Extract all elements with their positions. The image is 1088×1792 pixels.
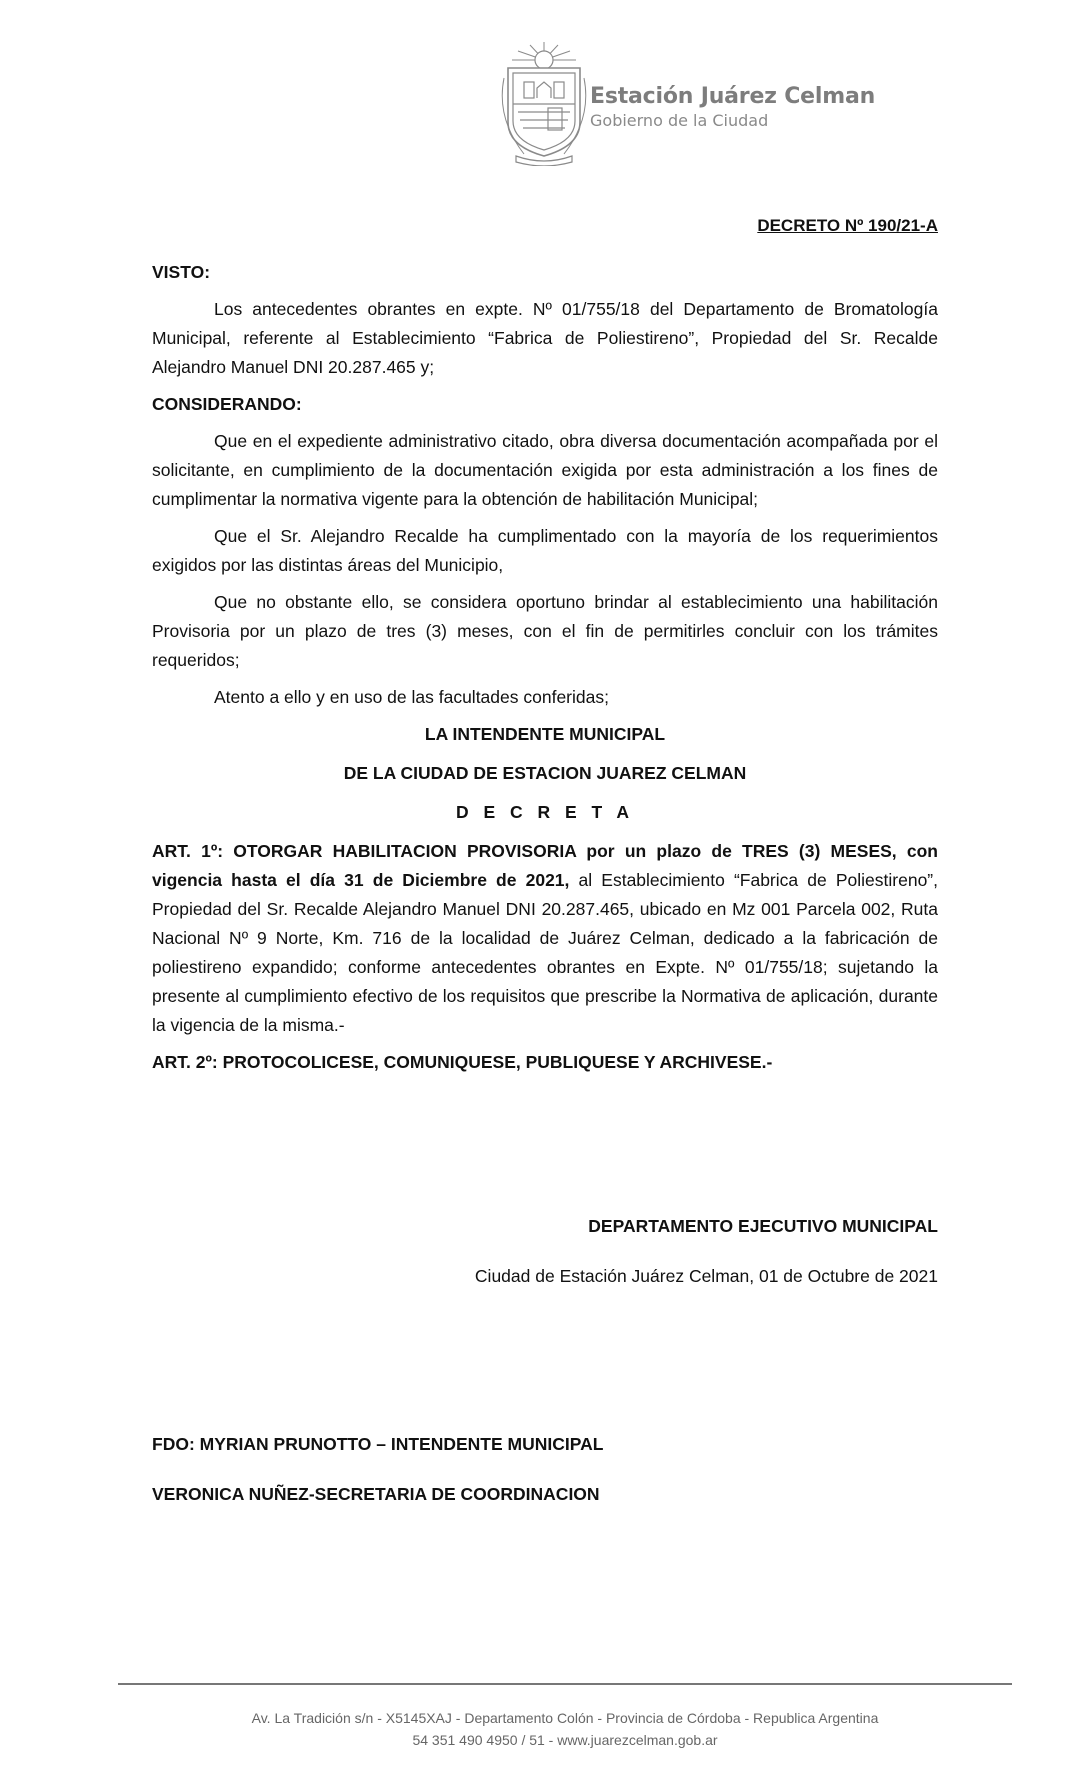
visto-paragraph: Los antecedentes obrantes en expte. Nº 01/755/18 del Departamento de Bromatología Municipal, referente al Establecimiento “Fabrica de Poliestireno”, Propiedad del Sr. Recalde Alejandro Manuel DNI 20.287.465 y; bbox=[152, 299, 938, 377]
authority-line-1: LA INTENDENTE MUNICIPAL bbox=[424, 724, 666, 744]
considerando-paragraph-2: Que el Sr. Alejandro Recalde ha cumplimentado con la mayoría de los requerimientos exigidos por las distintas áreas del Municipio, bbox=[152, 526, 938, 575]
municipality-subtitle: Gobierno de la Ciudad bbox=[590, 111, 769, 130]
municipality-brand bbox=[590, 84, 875, 130]
municipal-seal-icon bbox=[490, 38, 598, 166]
considerando-paragraph-4: Atento a ello y en uso de las facultades conferidas; bbox=[214, 687, 609, 707]
considerando-heading: CONSIDERANDO: bbox=[152, 394, 302, 414]
article-1-bold: ART. 1º: OTORGAR HABILITACION PROVISORIA por un plazo de TRES (3) MESES, con vigencia hasta el día 31 de Diciembre de 2021, bbox=[152, 841, 938, 890]
article-1-text: al Establecimiento “Fabrica de Poliestireno”, Propiedad del Sr. Recalde Alejandro Manuel DNI 20.287.465, ubicado en Mz 001 Parcela 002, Ruta Nacional Nº 9 Norte, Km. 716 de la localidad de Juárez Celman, dedicado a la fabricación de poliestireno expandido; conforme antecedentes obrantes en Expte. Nº 01/755/18; sujetando la presente al cumplimiento efectivo de los requisitos que prescribe la Normativa de aplicación, durante la vigencia de la misma.- bbox=[152, 870, 938, 1035]
authority-line-2: DE LA CIUDAD DE ESTACION JUAREZ CELMAN bbox=[343, 763, 747, 783]
article-2: ART. 2º: PROTOCOLICESE, COMUNIQUESE, PUBLIQUESE Y ARCHIVESE.- bbox=[152, 1052, 773, 1072]
dateline: Ciudad de Estación Juárez Celman, 01 de Octubre de 2021 bbox=[474, 1266, 938, 1286]
visto-heading: VISTO: bbox=[152, 262, 211, 282]
municipality-name: Estación Juárez Celman bbox=[590, 84, 876, 109]
footer-contact: 54 351 490 4950 / 51 - www.juarezcelman.gob.ar bbox=[412, 1732, 718, 1748]
decreta-heading: D E C R E T A bbox=[455, 802, 635, 822]
signature-mayor: FDO: MYRIAN PRUNOTTO – INTENDENTE MUNICIPAL bbox=[152, 1434, 604, 1454]
footer-divider bbox=[118, 1683, 1012, 1685]
considerando-paragraph-1: Que en el expediente administrativo citado, obra diversa documentación acompañada por el solicitante, en cumplimiento de la documentación exigida por esta administración a los fines de cumplimentar la normativa vigente para la obtención de habilitación Municipal; bbox=[152, 431, 938, 509]
department-name: DEPARTAMENTO EJECUTIVO MUNICIPAL bbox=[588, 1216, 938, 1236]
article-1 bbox=[152, 837, 938, 1040]
decree-number: DECRETO Nº 190/21-A bbox=[757, 216, 938, 235]
signature-secretary: VERONICA NUÑEZ-SECRETARIA DE COORDINACION bbox=[152, 1484, 600, 1504]
footer-address: Av. La Tradición s/n - X5145XAJ - Departamento Colón - Provincia de Córdoba - Republica Argentina bbox=[251, 1710, 879, 1726]
considerando-paragraph-3: Que no obstante ello, se considera oportuno brindar al establecimiento una habilitación Provisoria por un plazo de tres (3) meses, con el fin de permitirles concluir con los trámites requeridos; bbox=[152, 592, 938, 670]
letterhead bbox=[490, 38, 890, 168]
decree-body bbox=[152, 258, 938, 1085]
